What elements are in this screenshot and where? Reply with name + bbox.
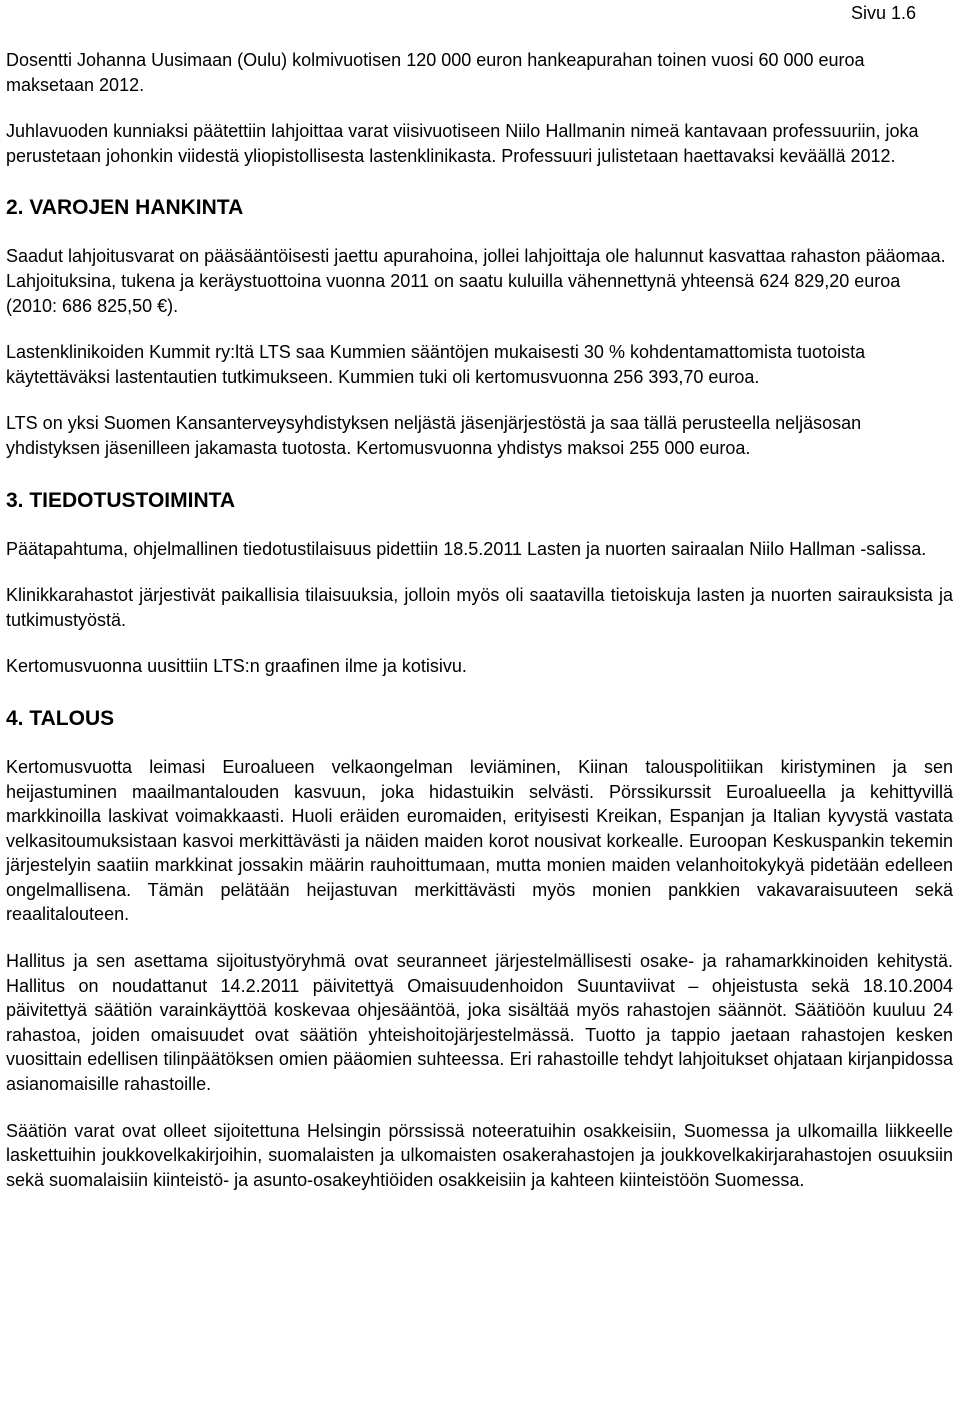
document-body <box>6 48 953 1192</box>
section-2-paragraph-1: Saadut lahjoitusvarat on pääsääntöisesti jaettu apurahoina, jollei lahjoittaja ole halunnut kasvattaa rahaston pääomaa. Lahjoituksina, tukena ja keräystuottoina vuonna 2011 on saatu kuluilla vähennettynä yhteensä 624 829,20 euroa (2010: 686 825,50 €). <box>6 246 946 316</box>
section-3-paragraph-1: Päätapahtuma, ohjelmallinen tiedotustilaisuus pidettiin 18.5.2011 Lasten ja nuorten sairaalan Niilo Hallman -salissa. <box>6 538 927 559</box>
section-2-heading: 2. VAROJEN HANKINTA <box>6 196 244 220</box>
intro-paragraph-1: Dosentti Johanna Uusimaan (Oulu) kolmivuotisen 120 000 euron hankeapurahan toinen vuosi 60 000 euroa maksetaan 2012. <box>6 50 865 95</box>
section-4-heading: 4. TALOUS <box>6 706 115 730</box>
intro-paragraph-2: Juhlavuoden kunniaksi päätettiin lahjoittaa varat viisivuotiseen Niilo Hallmanin nimeä kantavaan professuuriin, joka perustetaan johonkin viidestä yliopistollisesta lastenklinikasta. Professuuri julistetaan haettavaksi keväällä 2012. <box>6 121 919 166</box>
section-2-paragraph-2: Lastenklinikoiden Kummit ry:ltä LTS saa Kummien sääntöjen mukaisesti 30 % kohdentamattomista tuotoista käytettäväksi lastentautien tutkimukseen. Kummien tuki oli kertomusvuonna 256 393,70 euroa. <box>6 342 866 387</box>
section-3-paragraph-3: Kertomusvuonna uusittiin LTS:n graafinen ilme ja kotisivu. <box>6 656 467 677</box>
section-3-heading: 3. TIEDOTUSTOIMINTA <box>6 488 236 512</box>
section-2-paragraph-3: LTS on yksi Suomen Kansanterveysyhdistyksen neljästä jäsenjärjestöstä ja saa tällä perusteella neljäsosan yhdistyksen jäsenilleen jakamasta tuotosta. Kertomusvuonna yhdistys maksoi 255 000 euroa. <box>6 413 862 458</box>
section-3-paragraph-2: Klinikkarahastot järjestivät paikallisia tilaisuuksia, jolloin myös oli saatavilla tietoiskuja lasten ja nuorten sairauksista ja tutkimustyöstä. <box>6 585 953 630</box>
page-number: Sivu 1.6 <box>850 3 916 23</box>
section-4-paragraph-3: Säätiön varat ovat olleet sijoitettuna Helsingin pörssissä noteeratuihin osakkeisiin, Suomessa ja ulkomailla liikkeelle laskettuihin joukkovelkakirjoihin, suomalaisten ja ulkomaisten osakerahastojen ja joukkovelkakirjarahastojen osuuksiin sekä suomalaisiin kiinteistö- ja asunto-osakeyhtiöiden osakkeisiin ja kahteen kiinteistöön Suomessa. <box>6 1120 953 1190</box>
section-4-paragraph-1: Kertomusvuotta leimasi Euroalueen velkaongelman leviäminen, Kiinan talouspolitiikan kiristyminen ja sen heijastuminen maailmantalouden kasvuun, joka hidastuikin selvästi. Pörssikurssit Euroalueella ja kehittyvillä markkinoilla laskivat voimakkaasti. Huoli eräiden euromaiden, erityisesti Kreikan, Espanjan ja Italian kyvystä vastata velkasitoumuksistaan kasvoi merkittävästi ja näiden maiden korot nousivat korkealle. Euroopan Keskuspankin tekemin järjestelyin saatiin markkinat jossakin määrin rauhoittumaan, mutta monien maiden velanhoitokykyä pidetään edelleen ongelmallisena. Tämän pelätään heijastuvan merkittävästi myös monien pankkien vakavaraisuuteen sekä reaalitalouteen. <box>6 756 953 925</box>
section-4-paragraph-2: Hallitus ja sen asettama sijoitustyöryhmä ovat seuranneet järjestelmällisesti osake- ja rahamarkkinoiden kehitystä. Hallitus on noudattanut 14.2.2011 päivitettyä Omaisuudenhoidon Suuntaviivat – ohjeistusta sekä 18.10.2004 päivitettyä säätiön varainkäyttöä koskevaa ohjesääntöä, joka sisältää myös rahastojen säännöt. Säätiöön kuuluu 24 rahastoa, joiden omaisuudet ovat säätiön yhteishoitojärjestelmässä. Tuotto ja tappio jaetaan rahastojen kesken vuosittain edellisen tilinpäätöksen omien pääomien suhteessa. Eri rahastoille tehdyt lahjoitukset ohjataan kirjanpidossa asianomaisille rahastoille. <box>6 951 953 1095</box>
